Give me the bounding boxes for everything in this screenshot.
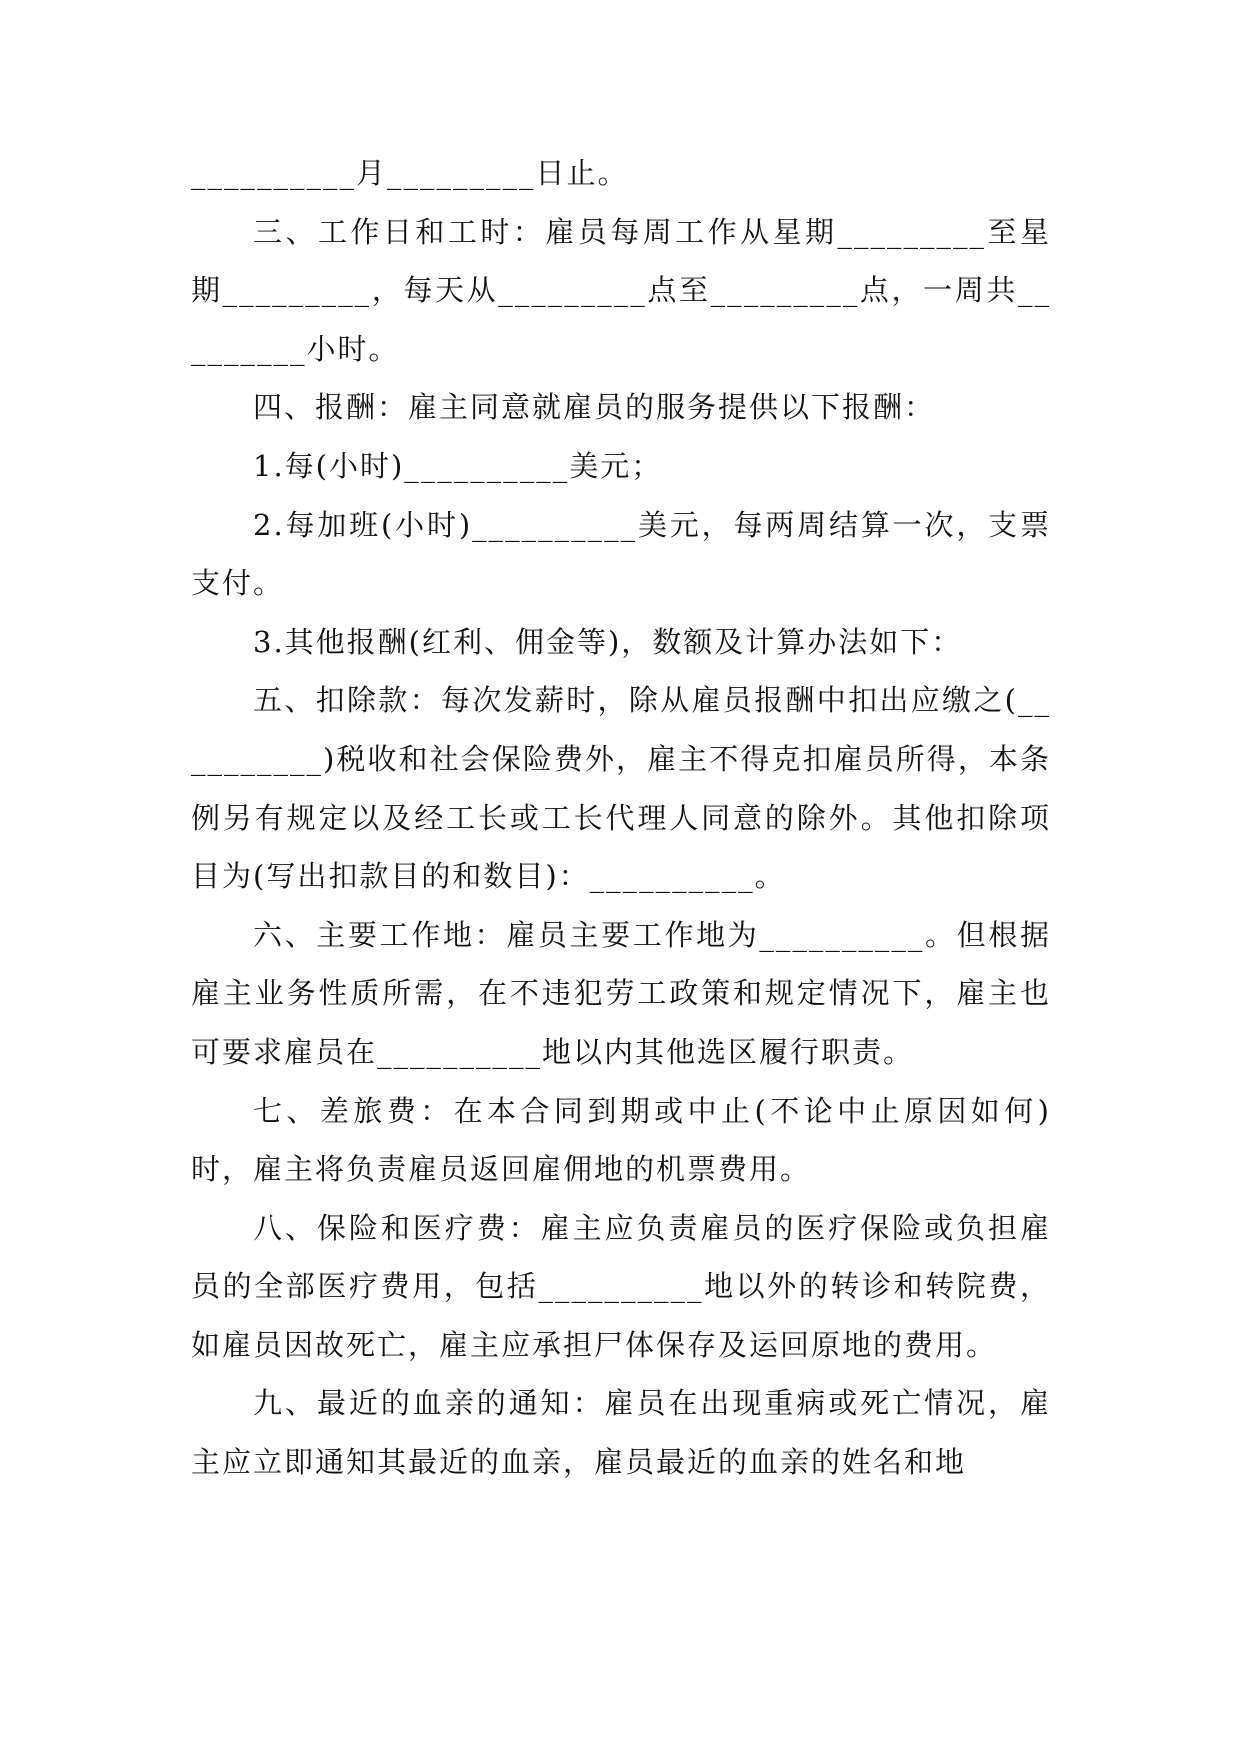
paragraph-workplace: 六、主要工作地：雇员主要工作地为__________。但根据雇主业务性质所需，在不违犯劳工政策和规定情况下，雇主也可要求雇员在__________地以内其他选区履行职责。	[191, 917, 1051, 1069]
paragraph-working-hours: 三、工作日和工时：雇员每周工作从星期_________至星期_________，每天从_________点至_________点，一周共_________小时。	[191, 214, 1051, 366]
paragraph-remuneration: 四、报酬：雇主同意就雇员的服务提供以下报酬：	[253, 390, 936, 425]
paragraph-deductions: 五、扣除款：每次发薪时，除从雇员报酬中扣出应缴之(__________)税收和社会保险费外，雇主不得克扣雇员所得，本条例另有规定以及经工长或工长代理人同意的除外。其他扣除项目为(写出扣款目的和数目)：__________。	[191, 683, 1051, 894]
paragraph-overtime-pay: 2.每加班(小时)__________美元，每两周结算一次，支票支付。	[191, 507, 1051, 601]
paragraph-next-of-kin: 九、最近的血亲的通知：雇员在出现重病或死亡情况，雇主应立即通知其最近的血亲，雇员最近的血亲的姓名和地	[191, 1386, 1051, 1480]
paragraph-other-pay: 3.其他报酬(红利、佣金等)，数额及计算办法如下：	[253, 624, 963, 659]
document-page	[191, 144, 1051, 1492]
paragraph-travel-expense: 七、差旅费：在本合同到期或中止(不论中止原因如何)时，雇主将负责雇员返回雇佣地的机票费用。	[191, 1093, 1051, 1187]
paragraph-hourly-pay: 1.每(小时)__________美元；	[253, 448, 663, 483]
paragraph-insurance-medical: 八、保险和医疗费：雇主应负责雇员的医疗保险或负担雇员的全部医疗费用，包括__________地以外的转诊和转院费，如雇员因故死亡，雇主应承担尸体保存及运回原地的费用。	[191, 1210, 1051, 1362]
paragraph-end-date: __________月_________日止。	[191, 156, 629, 190]
